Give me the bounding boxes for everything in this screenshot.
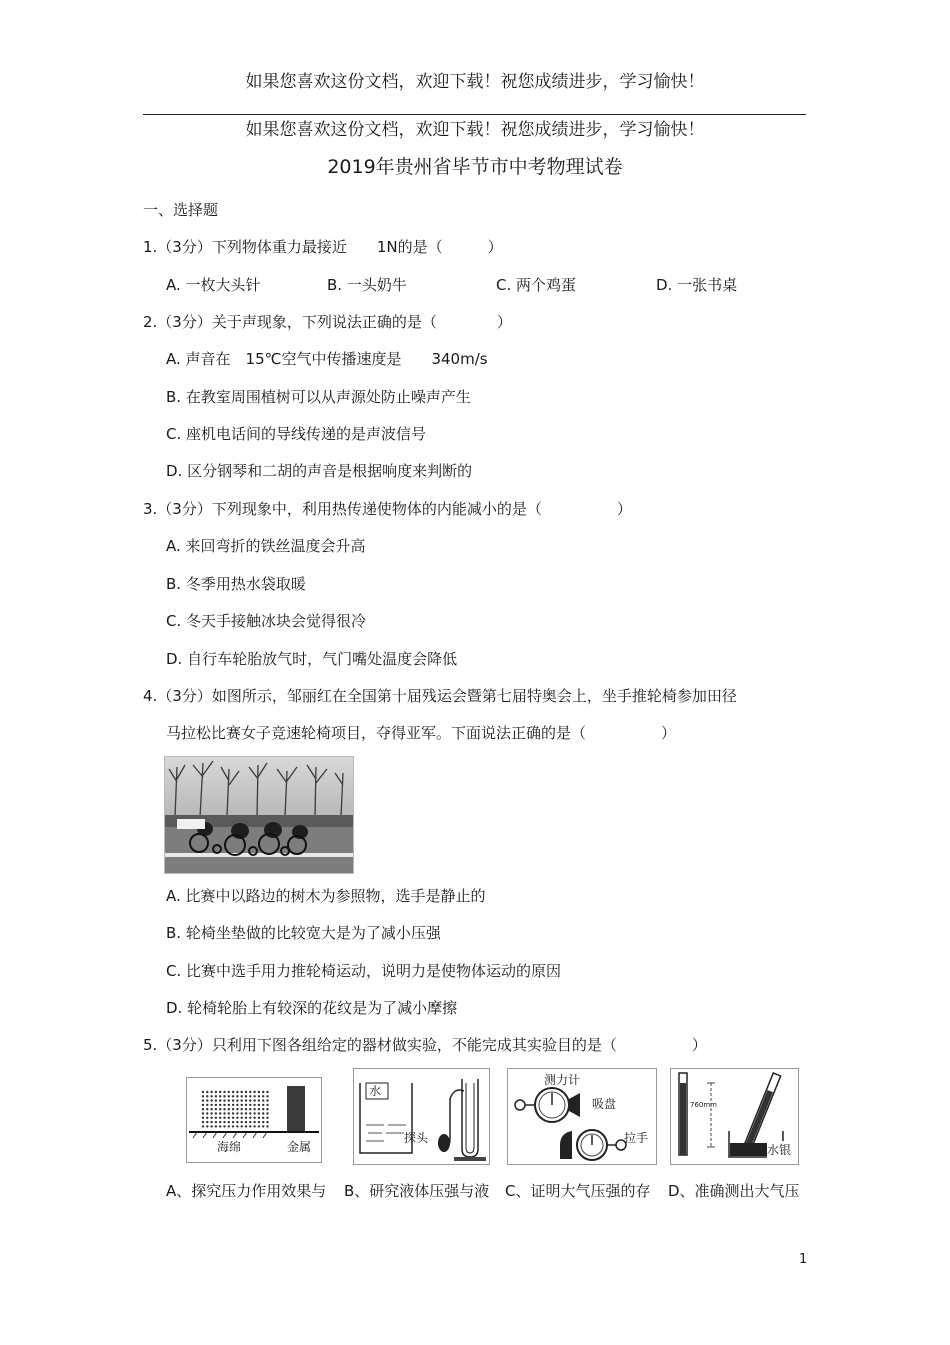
- sponge-dot: [253, 1117, 255, 1119]
- sponge-dot: [241, 1125, 243, 1127]
- sponge-dot: [210, 1091, 212, 1093]
- sponge-dot: [236, 1112, 238, 1114]
- sponge-dot: [236, 1117, 238, 1119]
- sponge-dot: [236, 1099, 238, 1101]
- sponge-dot: [202, 1112, 204, 1114]
- q4-stem-line1: 4.（3分）如图所示，邹丽红在全国第十届残运会暨第七届特奥会上，坐手推轮椅参加田径: [143, 687, 737, 705]
- sponge-dot: [262, 1104, 264, 1106]
- sponge-dot: [223, 1091, 225, 1093]
- sponge-dot: [232, 1121, 234, 1123]
- q4-option-c: C. 比赛中选手用力推轮椅运动，说明力是使物体运动的原因: [166, 962, 562, 980]
- sponge-dot: [206, 1125, 208, 1127]
- sponge-dot: [253, 1108, 255, 1110]
- figure-d-barometer: [670, 1068, 799, 1165]
- sponge-dot: [258, 1117, 260, 1119]
- sponge-dot: [249, 1091, 251, 1093]
- q3-stem: 3.（3分）下列现象中，利用热传递使物体的内能减小的是（ ）: [143, 500, 632, 518]
- sponge-dot: [219, 1091, 221, 1093]
- sponge-dot: [258, 1125, 260, 1127]
- sponge-dot: [215, 1104, 217, 1106]
- sponge-dot: [206, 1117, 208, 1119]
- q1-stem: 1.（3分）下列物体重力最接近 1N的是（ ）: [143, 238, 503, 256]
- sponge-dot: [266, 1121, 268, 1123]
- sponge-dot: [241, 1091, 243, 1093]
- q1-option-d: D. 一张书桌: [656, 276, 738, 294]
- sponge-dot: [219, 1095, 221, 1097]
- label-probe: 探头: [404, 1131, 429, 1145]
- sponge-dot: [236, 1095, 238, 1097]
- sponge-dot: [228, 1117, 230, 1119]
- sponge-dot: [215, 1125, 217, 1127]
- page-number: 1: [799, 1252, 808, 1267]
- sponge-dot: [223, 1125, 225, 1127]
- sponge-dot: [266, 1104, 268, 1106]
- label-760mm: 760mm: [690, 1101, 717, 1109]
- header-divider: [143, 114, 806, 115]
- q4-option-a: A. 比赛中以路边的树木为参照物，选手是静止的: [166, 887, 486, 905]
- sponge-dot: [245, 1121, 247, 1123]
- sponge-dot: [228, 1099, 230, 1101]
- sponge-dot: [215, 1099, 217, 1101]
- sponge-dot: [206, 1095, 208, 1097]
- sponge-dot: [258, 1121, 260, 1123]
- sponge-dot: [262, 1091, 264, 1093]
- q2-option-a: A. 声音在 15℃空气中传播速度是 340m/s: [166, 350, 488, 368]
- q5-option-a: A、探究压力作用效果与: [166, 1182, 327, 1200]
- sponge-dot: [232, 1091, 234, 1093]
- sponge-dot: [210, 1125, 212, 1127]
- banner-second: 如果您喜欢这份文档，欢迎下载！祝您成绩进步，学习愉快！: [245, 120, 705, 140]
- sponge-dot: [258, 1099, 260, 1101]
- sponge-dot: [206, 1099, 208, 1101]
- sponge-dot: [253, 1121, 255, 1123]
- sponge-dot: [241, 1095, 243, 1097]
- sponge-dot: [219, 1108, 221, 1110]
- sponge-dot: [266, 1117, 268, 1119]
- q3-option-b: B. 冬季用热水袋取暖: [166, 575, 306, 593]
- sponge-dot: [215, 1112, 217, 1114]
- sponge-dot: [232, 1104, 234, 1106]
- sponge-dot: [241, 1108, 243, 1110]
- label-water: 水: [369, 1084, 382, 1098]
- q2-stem: 2.（3分）关于声现象，下列说法正确的是（ ）: [143, 313, 512, 331]
- sponge-dot: [258, 1091, 260, 1093]
- sponge-dot: [202, 1104, 204, 1106]
- sponge-dot: [262, 1108, 264, 1110]
- wheelchair-race-photo: [164, 756, 354, 874]
- sponge-dot: [228, 1095, 230, 1097]
- sponge-dot: [266, 1112, 268, 1114]
- figure-b-manometer: [353, 1068, 490, 1165]
- sponge-dot: [245, 1091, 247, 1093]
- sponge-dot: [228, 1091, 230, 1093]
- sponge-dot: [206, 1108, 208, 1110]
- sponge-dot: [202, 1095, 204, 1097]
- sponge-dot: [236, 1108, 238, 1110]
- sponge-dot: [262, 1095, 264, 1097]
- sponge-dot: [232, 1108, 234, 1110]
- sponge-dot: [223, 1099, 225, 1101]
- sponge-dot: [245, 1112, 247, 1114]
- label-sponge: 海绵: [217, 1140, 242, 1154]
- sponge-dot: [232, 1117, 234, 1119]
- sponge-dot: [253, 1104, 255, 1106]
- sponge-dot: [219, 1121, 221, 1123]
- sponge-dot: [215, 1095, 217, 1097]
- sponge-dot: [206, 1091, 208, 1093]
- sponge-dot: [245, 1104, 247, 1106]
- sponge-dot: [249, 1112, 251, 1114]
- sponge-dot: [249, 1104, 251, 1106]
- sponge-dot: [210, 1112, 212, 1114]
- sponge-dot: [253, 1112, 255, 1114]
- sponge-dot: [262, 1121, 264, 1123]
- sponge-dot: [258, 1108, 260, 1110]
- label-force-meter: 测力计: [544, 1073, 581, 1087]
- label-mercury: 水银: [767, 1143, 792, 1157]
- sponge-dot: [249, 1095, 251, 1097]
- sponge-dot: [236, 1104, 238, 1106]
- sponge-dot: [266, 1125, 268, 1127]
- label-suction-cup: 吸盘: [592, 1097, 617, 1111]
- figure-a-sponge-metal: [186, 1077, 322, 1163]
- sponge-dot: [219, 1112, 221, 1114]
- q5-stem: 5.（3分）只利用下图各组给定的器材做实验，不能完成其实验目的是（ ）: [143, 1036, 707, 1054]
- sponge-dot: [266, 1091, 268, 1093]
- sponge-dot: [219, 1125, 221, 1127]
- sponge-dot: [223, 1121, 225, 1123]
- sponge-dot: [249, 1125, 251, 1127]
- sponge-dot: [262, 1117, 264, 1119]
- sponge-dot: [223, 1117, 225, 1119]
- sponge-dot: [232, 1099, 234, 1101]
- sponge-dot: [223, 1095, 225, 1097]
- sponge-dot: [258, 1112, 260, 1114]
- sponge-dot: [219, 1104, 221, 1106]
- sponge-dot: [215, 1108, 217, 1110]
- sponge-dot: [228, 1112, 230, 1114]
- sponge-dot: [245, 1117, 247, 1119]
- sponge-dot: [210, 1117, 212, 1119]
- sponge-dot: [249, 1108, 251, 1110]
- sponge-dot: [202, 1121, 204, 1123]
- sponge-dot: [258, 1104, 260, 1106]
- banner-top: 如果您喜欢这份文档，欢迎下载！祝您成绩进步，学习愉快！: [245, 72, 705, 92]
- sponge-dot: [262, 1099, 264, 1101]
- sponge-dot: [210, 1121, 212, 1123]
- sponge-dot: [206, 1112, 208, 1114]
- sponge-dot: [266, 1099, 268, 1101]
- sponge-dot: [249, 1099, 251, 1101]
- sponge-dot: [241, 1121, 243, 1123]
- sponge-dot: [245, 1099, 247, 1101]
- sponge-dot: [262, 1125, 264, 1127]
- sponge-dot: [219, 1117, 221, 1119]
- sponge-dot: [223, 1112, 225, 1114]
- sponge-dot: [228, 1108, 230, 1110]
- sponge-dot: [219, 1099, 221, 1101]
- sponge-dot: [249, 1121, 251, 1123]
- sponge-dot: [215, 1121, 217, 1123]
- q4-stem-line2: 马拉松比赛女子竞速轮椅项目，夺得亚军。下面说法正确的是（ ）: [166, 724, 677, 742]
- sponge-dot: [228, 1125, 230, 1127]
- sponge-dot: [202, 1108, 204, 1110]
- sponge-dot: [245, 1095, 247, 1097]
- page-title: 2019年贵州省毕节市中考物理试卷: [327, 156, 623, 178]
- sponge-dot: [228, 1104, 230, 1106]
- q5-option-b: B、研究液体压强与液: [344, 1182, 490, 1200]
- sponge-dot: [215, 1117, 217, 1119]
- sponge-dot: [232, 1095, 234, 1097]
- q1-option-a: A. 一枚大头针: [166, 276, 261, 294]
- q5-option-d: D、准确测出大气压: [668, 1182, 800, 1200]
- sponge-dot: [241, 1099, 243, 1101]
- sponge-dot: [206, 1104, 208, 1106]
- section-heading: 一、选择题: [143, 201, 219, 219]
- sponge-dot: [253, 1091, 255, 1093]
- figure-c-suction-cups: [507, 1068, 657, 1165]
- sponge-dot: [241, 1117, 243, 1119]
- q2-option-c: C. 座机电话间的导线传递的是声波信号: [166, 425, 427, 443]
- q5-option-c: C、证明大气压强的存: [505, 1182, 651, 1200]
- sponge-dot: [253, 1099, 255, 1101]
- label-metal: 金属: [287, 1140, 312, 1154]
- sponge-dot: [228, 1121, 230, 1123]
- q1-option-c: C. 两个鸡蛋: [496, 276, 577, 294]
- sponge-dot: [210, 1095, 212, 1097]
- sponge-dot: [266, 1095, 268, 1097]
- sponge-dot: [202, 1117, 204, 1119]
- sponge-dot: [258, 1095, 260, 1097]
- sponge-dot: [210, 1108, 212, 1110]
- sponge-dot: [223, 1104, 225, 1106]
- sponge-dot: [210, 1104, 212, 1106]
- sponge-dot: [253, 1095, 255, 1097]
- sponge-dot: [202, 1125, 204, 1127]
- q3-option-a: A. 来回弯折的铁丝温度会升高: [166, 537, 366, 555]
- q4-option-d: D. 轮椅轮胎上有较深的花纹是为了减小摩擦: [166, 999, 458, 1017]
- q3-option-d: D. 自行车轮胎放气时，气门嘴处温度会降低: [166, 650, 458, 668]
- label-handle: 拉手: [624, 1131, 649, 1145]
- sponge-dot: [202, 1091, 204, 1093]
- sponge-dot: [223, 1108, 225, 1110]
- q2-option-d: D. 区分钢琴和二胡的声音是根据响度来判断的: [166, 462, 473, 480]
- sponge-dot: [232, 1125, 234, 1127]
- q2-option-b: B. 在教室周围植树可以从声源处防止噪声产生: [166, 388, 471, 406]
- sponge-dot: [236, 1091, 238, 1093]
- sponge-dot: [249, 1117, 251, 1119]
- sponge-dot: [266, 1108, 268, 1110]
- q4-option-b: B. 轮椅坐垫做的比较宽大是为了减小压强: [166, 924, 441, 942]
- sponge-dot: [202, 1099, 204, 1101]
- sponge-dot: [241, 1112, 243, 1114]
- sponge-dot: [241, 1104, 243, 1106]
- sponge-dot: [215, 1091, 217, 1093]
- q3-option-c: C. 冬天手接触冰块会觉得很冷: [166, 612, 367, 630]
- sponge-dot: [236, 1125, 238, 1127]
- sponge-dot: [253, 1125, 255, 1127]
- sponge-dot: [245, 1125, 247, 1127]
- sponge-dot: [206, 1121, 208, 1123]
- sponge-dot: [210, 1099, 212, 1101]
- sponge-dot: [236, 1121, 238, 1123]
- q1-option-b: B. 一头奶牛: [327, 276, 407, 294]
- sponge-dot: [232, 1112, 234, 1114]
- sponge-dot: [245, 1108, 247, 1110]
- sponge-dot: [262, 1112, 264, 1114]
